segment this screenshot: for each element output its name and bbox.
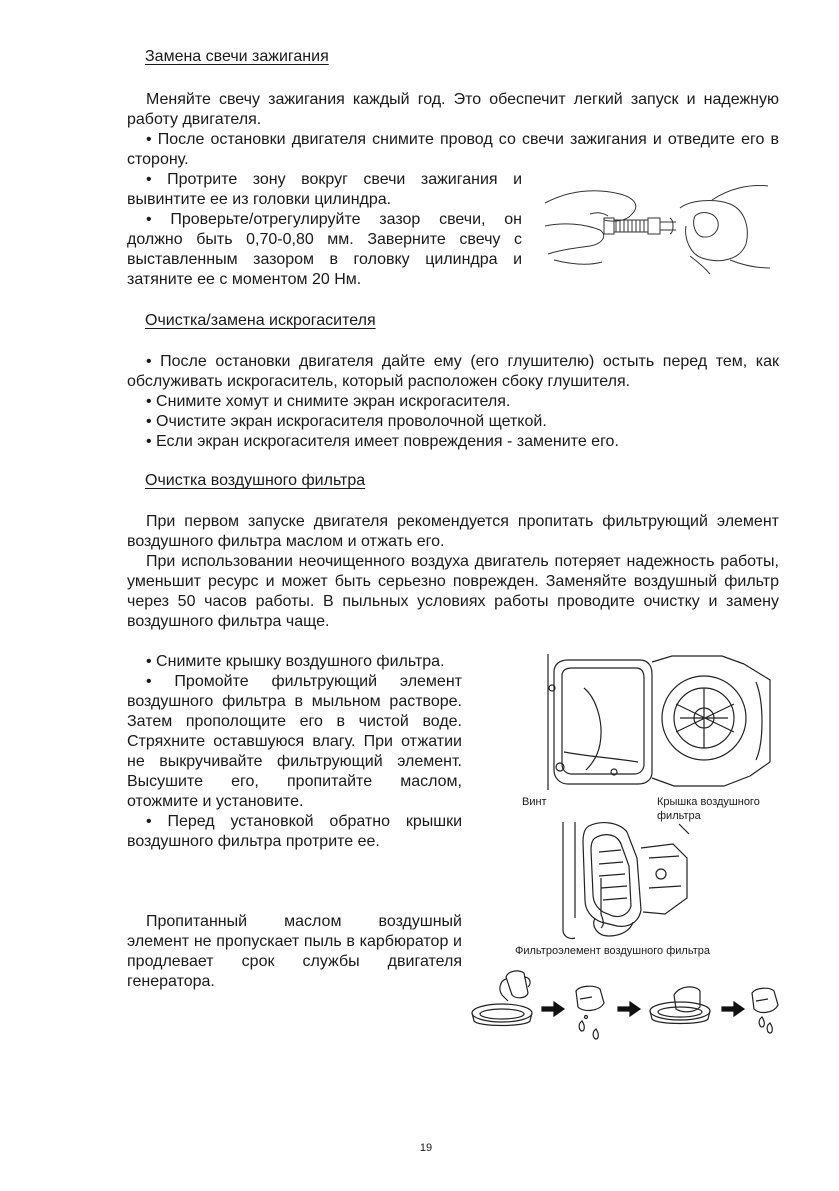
oiling-bowl-step (650, 987, 710, 1024)
spark-plug-paragraph-2: • После остановки двигателя снимите провод со свечи зажигания и отведите его в сторону. (127, 131, 779, 168)
spark-arrester-text (127, 352, 779, 452)
air-filter-paragraph-6: Пропитанный маслом воздушный элемент не пропускает пыль в карбюратор и продлевает срок службы двигателя генератора. (127, 913, 462, 990)
caption-air-filter-cover: Крышка воздушного фильтра (657, 796, 760, 822)
air-filter-paragraph-2: При использовании неочищенного воздуха двигатель потеряет надежность работы, уменьшит ресурс и может быть серьезно поврежден. Заменяйте воздушный фильтр через 50 часов работы. В пыльных условиях работы проводите очистку и замену воздушного фильтра чаще. (127, 553, 779, 630)
arrow-icon (618, 1002, 640, 1016)
air-filter-steps (127, 652, 462, 852)
page-number: 19 (419, 1142, 433, 1154)
caption-screw: Винт (522, 796, 547, 808)
spark-plug-paragraph-4: • Проверьте/отрегулируйте зазор свечи, он должно быть 0,70-0,80 мм. Заверните свечу с выставленным зазором в головку цилиндра и затяните ее с моментом 20 Нм. (127, 211, 522, 288)
spark-plug-steps (127, 170, 522, 290)
spark-arrester-paragraph-2: • Снимите хомут и снимите экран искрогасителя. (146, 393, 511, 410)
air-filter-intro (127, 512, 779, 632)
spark-plug-illustration (540, 178, 770, 278)
air-filter-paragraph-5: • Перед установкой обратно крышки воздушного фильтра протрите ее. (127, 813, 462, 850)
spark-arrester-paragraph-3: • Очистите экран искрогасителя проволочной щеткой. (146, 413, 547, 430)
filter-cleaning-sequence (468, 965, 788, 1045)
caption-filter-element: Фильтроэлемент воздушного фильтра (515, 945, 710, 957)
squeezed-sponge-step (752, 988, 778, 1033)
air-filter-note (127, 912, 462, 992)
air-filter-paragraph-3: • Снимите крышку воздушного фильтра. (146, 653, 445, 670)
air-filter-paragraph-4: • Промойте фильтрующий элемент воздушного фильтра в мыльном растворе. Затем прополощите его в чистой воде. Стряхните оставшуюся влагу. При отжатии не выкручивайте фильтрующий элемент. Высушите его, пропитайте маслом, отожмите и установите. (127, 673, 462, 810)
air-filter-heading: Очистка воздушного фильтра (145, 472, 366, 489)
air-filter-paragraph-1: При первом запуске двигателя рекомендуется пропитать фильтрующий элемент воздушного фильтра маслом и отжать его. (127, 513, 779, 550)
air-filter-cover-illustration (544, 652, 776, 792)
spark-arrester-heading: Очистка/замена искрогасителя (145, 312, 376, 329)
arrow-icon (542, 1002, 564, 1016)
spark-plug-paragraph-1: Меняйте свечу зажигания каждый год. Это обеспечит легкий запуск и надежную работу двигателя. (127, 91, 779, 128)
washing-bowl-step (472, 971, 532, 1026)
filter-element-illustration (561, 818, 691, 943)
dripping-sponge-step (576, 986, 604, 1039)
spark-plug-heading: Замена свечи зажигания (145, 48, 329, 65)
spark-plug-paragraph-3: • Протрите зону вокруг свечи зажигания и вывинтите ее из головки цилиндра. (127, 171, 522, 208)
arrow-icon (722, 1002, 744, 1016)
spark-arrester-paragraph-1: • После остановки двигателя дайте ему (его глушителю) остыть перед тем, как обслуживать искрогаситель, который расположен сбоку глушителя. (127, 353, 779, 390)
spark-plug-intro (127, 90, 779, 170)
spark-arrester-paragraph-4: • Если экран искрогасителя имеет повреждения - замените его. (146, 433, 619, 450)
